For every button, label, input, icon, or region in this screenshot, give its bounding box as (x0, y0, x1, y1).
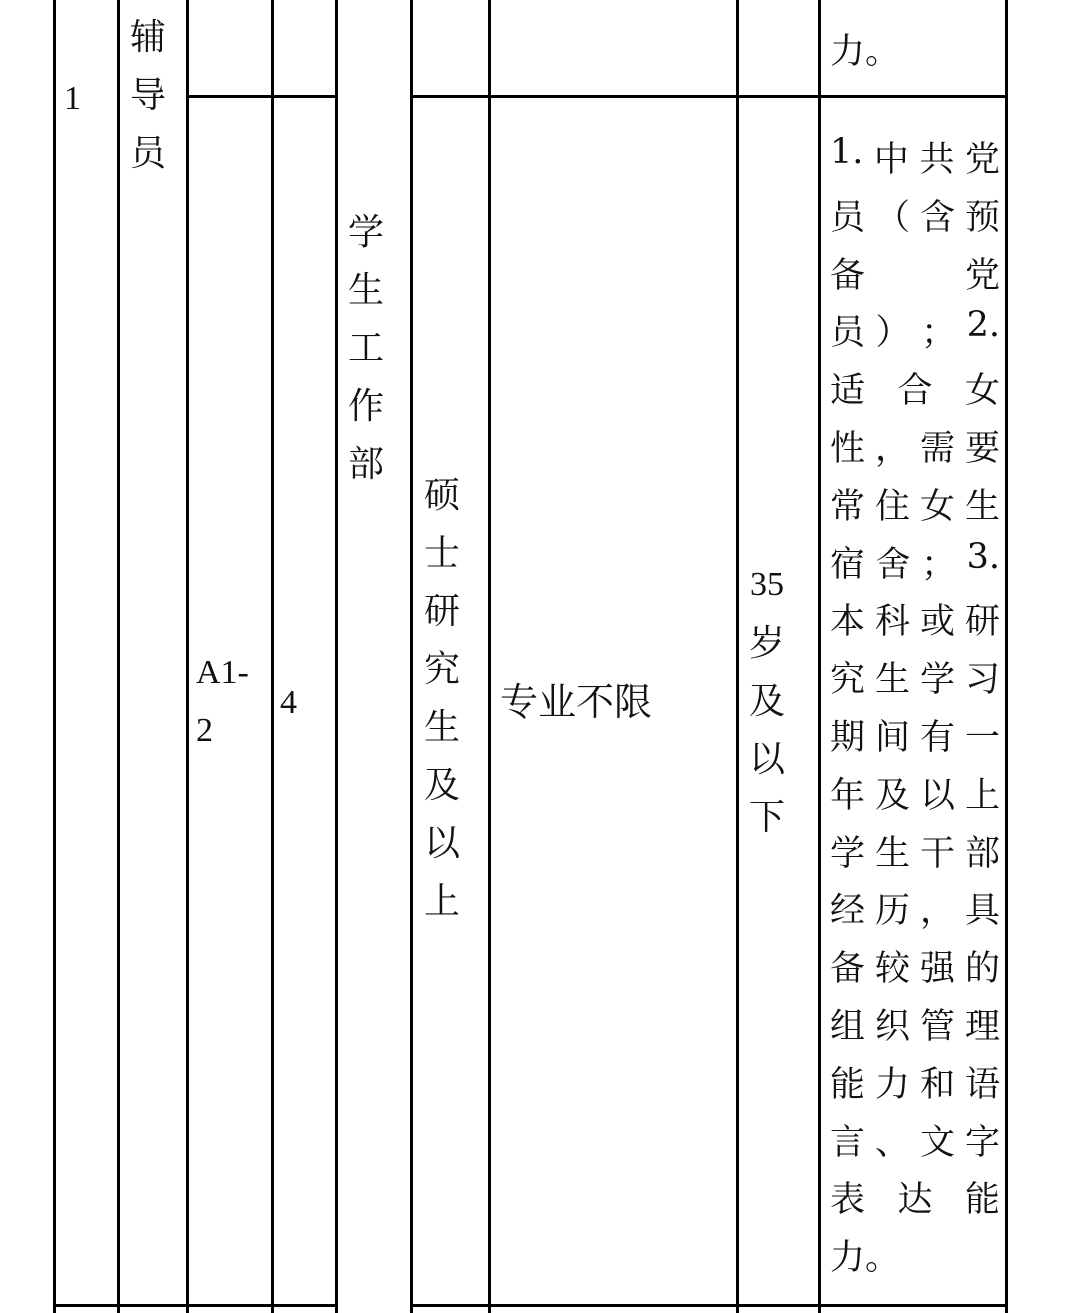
req-char: 备 (830, 949, 866, 989)
requirement-line (830, 421, 1000, 471)
req-char: 经 (830, 891, 866, 931)
requirement-line (830, 190, 1000, 240)
req-char: 女 (964, 371, 1000, 411)
department (344, 212, 388, 505)
req-char: 的 (964, 949, 1000, 989)
req-char: 要 (964, 429, 1000, 469)
req-char: 1. (830, 132, 864, 172)
education-char: 以 (423, 823, 460, 864)
grid-line (1005, 0, 1008, 1313)
req-char: 性 (830, 429, 866, 469)
req-char: ， (874, 429, 910, 469)
req-char: 党 (964, 256, 1000, 296)
position-name (126, 17, 170, 194)
req-char: ； (921, 313, 957, 353)
grid-line (186, 95, 338, 98)
req-char: 3. (966, 537, 1000, 577)
req-char: ， (919, 891, 955, 931)
req-char: 较 (874, 949, 910, 989)
req-char: 学 (919, 660, 955, 700)
req-char: 织 (874, 1007, 910, 1047)
req-char: 备 (830, 256, 866, 296)
req-char: 或 (919, 602, 955, 642)
age-requirement (745, 568, 789, 858)
department-char: 学 (347, 212, 384, 253)
requirement-line (830, 537, 1000, 587)
education-char: 研 (423, 591, 460, 632)
requirement-line (830, 1057, 1000, 1107)
req-char: 组 (830, 1007, 866, 1047)
requirement-line (830, 883, 1000, 933)
req-char: 上 (964, 776, 1000, 816)
req-char: ） (875, 313, 911, 353)
requirement-line (830, 1230, 1000, 1280)
req-char: 文 (919, 1123, 955, 1163)
position-char: 辅 (129, 17, 166, 58)
age-char: 下 (748, 797, 785, 838)
requirement-line (830, 999, 1000, 1049)
req-char: 管 (919, 1007, 955, 1047)
grid-line (117, 0, 120, 1313)
department-char: 作 (347, 386, 384, 427)
req-char: 习 (964, 660, 1000, 700)
grid-line (186, 0, 189, 1313)
req-char: 强 (919, 949, 955, 989)
req-char: 字 (964, 1123, 1000, 1163)
grid-line (53, 1304, 338, 1307)
req-char: 学 (830, 834, 866, 874)
grid-line (410, 95, 1008, 98)
req-char: 年 (830, 776, 866, 816)
req-char: 期 (830, 718, 866, 758)
requirement-line (830, 1115, 1000, 1165)
education-char: 生 (423, 707, 460, 748)
grid-line (736, 0, 739, 1313)
req-char: 党 (964, 140, 1000, 180)
req-char: 能 (830, 1065, 866, 1105)
requirement-line (830, 305, 1000, 355)
position-code-line: A1- (196, 654, 249, 691)
requirement-line (830, 710, 1000, 760)
req-char: 需 (919, 429, 955, 469)
req-char: 能 (964, 1180, 1000, 1220)
req-char: 本 (830, 602, 866, 642)
req-char: 历 (874, 891, 910, 931)
age-char: 及 (748, 681, 785, 722)
req-char: 语 (964, 1065, 1000, 1105)
grid-line (271, 0, 274, 1313)
major-requirement: 专业不限 (500, 680, 653, 724)
education-char: 究 (423, 649, 460, 690)
req-char: 生 (964, 487, 1000, 527)
req-char: 适 (830, 371, 866, 411)
req-char: 有 (919, 718, 955, 758)
req-char: 女 (919, 487, 955, 527)
req-char: 含 (919, 198, 955, 238)
age-char: 以 (748, 739, 785, 780)
req-char: 及 (874, 776, 910, 816)
education-requirement (420, 475, 464, 942)
req-char: 和 (919, 1065, 955, 1105)
req-char: 力。 (830, 32, 901, 72)
req-char: 一 (964, 718, 1000, 758)
education-char: 及 (423, 765, 460, 806)
req-char: 力。 (830, 1238, 901, 1278)
grid-line (410, 0, 413, 1313)
position-char: 导 (129, 75, 166, 116)
req-char: 生 (874, 834, 910, 874)
requirement-line (830, 363, 1000, 413)
age-number: 35 (750, 566, 784, 603)
req-char: ； (921, 545, 957, 585)
requirement-line (830, 768, 1000, 818)
grid-line (53, 0, 56, 1313)
department-char: 生 (347, 270, 384, 311)
age-char: 岁 (748, 623, 785, 664)
department-char: 工 (347, 328, 384, 369)
req-char: 预 (964, 198, 1000, 238)
position-code-line: 2 (196, 712, 213, 749)
education-char: 上 (423, 881, 460, 922)
seq-number: 1 (64, 80, 81, 117)
req-char: 2. (966, 305, 1000, 345)
req-char: 干 (919, 834, 955, 874)
req-char: 间 (874, 718, 910, 758)
req-char: 宿 (830, 545, 866, 585)
requirement-line (830, 1172, 1000, 1222)
requirement-line (830, 826, 1000, 876)
grid-line (335, 0, 338, 1313)
req-char: 达 (897, 1180, 933, 1220)
req-char: （ (874, 198, 910, 238)
requirement-line (830, 652, 1000, 702)
position-code (196, 656, 249, 748)
req-char: 研 (964, 602, 1000, 642)
req-char: 合 (897, 371, 933, 411)
requirement-line (830, 941, 1000, 991)
req-char: 部 (964, 834, 1000, 874)
requirement-line (830, 594, 1000, 644)
education-char: 硕 (423, 475, 460, 516)
grid-line (818, 0, 821, 1313)
req-char: 常 (830, 487, 866, 527)
requirement-line (830, 248, 1000, 298)
position-char: 员 (129, 133, 166, 174)
req-char: 理 (964, 1007, 1000, 1047)
req-char: 员 (830, 198, 866, 238)
education-char: 士 (423, 533, 460, 574)
department-char: 部 (347, 444, 384, 485)
req-char: 住 (874, 487, 910, 527)
requirement-line (830, 132, 1000, 182)
grid-line (488, 0, 491, 1313)
requirement-line (830, 479, 1000, 529)
req-char: 具 (964, 891, 1000, 931)
req-char: 以 (919, 776, 955, 816)
req-char: 究 (830, 660, 866, 700)
req-char: 生 (874, 660, 910, 700)
req-char: 言 (830, 1123, 866, 1163)
req-char: 员 (830, 313, 866, 353)
req-char: 力 (874, 1065, 910, 1105)
req-char: 、 (874, 1123, 910, 1163)
req-char: 表 (830, 1180, 866, 1220)
req-char: 科 (874, 602, 910, 642)
grid-line (410, 1304, 1008, 1307)
prev-requirement-tail (830, 24, 1000, 74)
req-char: 共 (919, 140, 955, 180)
hire-count: 4 (280, 684, 297, 721)
req-char: 中 (873, 140, 909, 180)
req-char: 舍 (875, 545, 911, 585)
